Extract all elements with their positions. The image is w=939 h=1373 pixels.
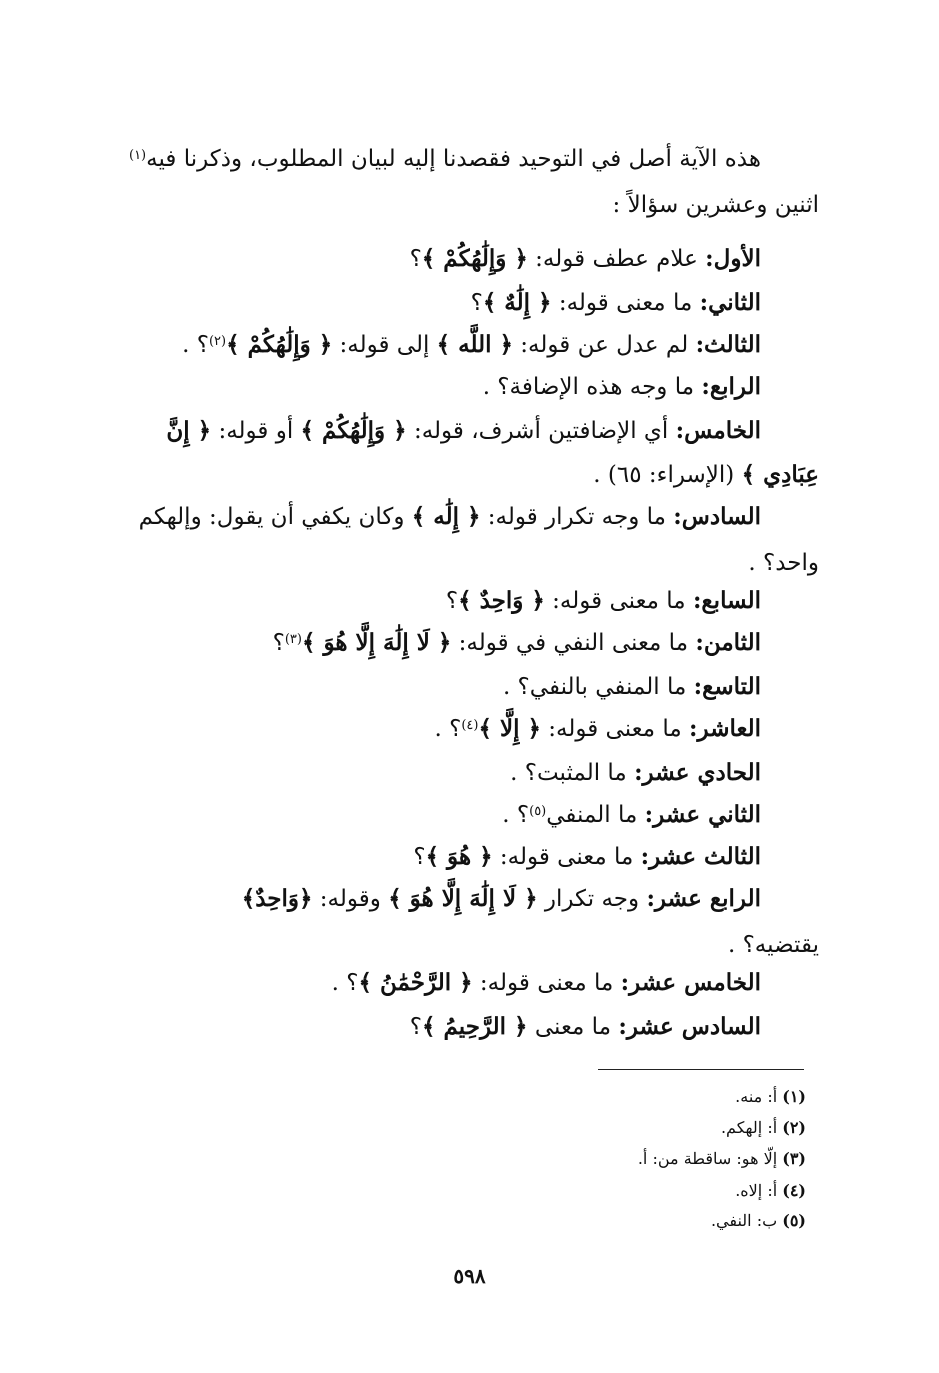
question-text: ما معنى قوله: <box>544 588 693 614</box>
footnote-2 <box>721 1117 806 1139</box>
question-text-mid: إلى قوله: <box>332 332 437 358</box>
question-label: العاشر: <box>689 715 761 742</box>
footnote-5 <box>711 1210 806 1232</box>
question-label: الثاني: <box>699 289 761 316</box>
question-label: السادس: <box>673 503 761 530</box>
question-end: ؟ . <box>182 332 209 358</box>
question-label: التاسع: <box>693 673 761 700</box>
footnote-3 <box>638 1148 806 1170</box>
quran-quote: ﴿ وَاحِدٌ ﴾ <box>458 587 545 614</box>
question-text-after: وكان يكفي أن يقول: وإلهكم <box>138 504 412 530</box>
question-11 <box>510 756 761 790</box>
quran-quote: ﴿ وَإِلَٰهُكُمْ ﴾ <box>421 245 528 272</box>
intro-line-2 <box>613 188 819 222</box>
footnote-text: أ: منه. <box>735 1087 783 1106</box>
question-text: ما وجه تكرار قوله: <box>480 504 674 530</box>
question-9 <box>503 670 761 704</box>
quran-quote: ﴿ إِلَّا ﴾ <box>478 715 541 742</box>
question-text: أي الإضافتين أشرف، قوله: <box>406 418 676 444</box>
footnote-ref: (٤) <box>461 718 479 733</box>
question-text-cont: يقتضيه؟ . <box>727 932 819 958</box>
question-text: لم عدل عن قوله: <box>512 332 696 358</box>
footnote-ref: (١) <box>128 148 147 163</box>
intro-text-cont: اثنين وعشرين سؤالاً : <box>612 192 819 218</box>
quran-quote: ﴿ وَإِلَٰهُكُمْ ﴾ <box>300 417 407 444</box>
question-end: ؟ <box>409 1014 422 1040</box>
question-label: الثالث عشر: <box>640 843 761 870</box>
quran-quote: ﴿ اللَّه ﴾ <box>436 331 513 358</box>
quran-quote: ﴿ لَا إِلَٰهَ إِلَّا هُوَ ﴾ <box>388 885 538 912</box>
quran-quote: عِبَادِي ﴾ <box>741 461 819 488</box>
question-text: ما معنى قوله: <box>472 970 621 996</box>
footnote-number: (٥) <box>782 1211 806 1230</box>
question-end: ؟ . <box>502 802 530 828</box>
footnote-4 <box>735 1180 806 1202</box>
footnote-1 <box>735 1086 806 1108</box>
question-end: ؟ <box>470 290 483 316</box>
question-16 <box>410 1010 761 1044</box>
question-6 <box>139 500 761 534</box>
footnote-text: أ: إلاه. <box>735 1181 783 1200</box>
footnote-number: (١) <box>782 1087 806 1106</box>
quran-quote: ﴿ الرَّحِيمُ ﴾ <box>422 1013 528 1040</box>
question-text-cont: واحد؟ . <box>748 550 819 576</box>
question-3 <box>182 328 761 362</box>
question-text: ما وجه هذه الإضافة؟ . <box>482 374 702 400</box>
question-text: ما المنفي بالنفي؟ . <box>502 674 694 700</box>
question-label: الأول: <box>705 245 761 272</box>
question-10 <box>435 712 762 746</box>
question-label: الرابع عشر: <box>646 885 761 912</box>
quran-quote: ﴿ إِلَٰهٌ ﴾ <box>482 289 552 316</box>
question-label: الخامس عشر: <box>620 969 761 996</box>
question-label: الثالث: <box>695 331 761 358</box>
quran-quote: ﴿ وَإِلَٰهُكُمْ ﴾ <box>226 331 333 358</box>
quran-quote: ﴿ إِنَّ <box>166 417 212 444</box>
question-13 <box>413 840 761 874</box>
intro-line-1 <box>129 142 761 176</box>
footnote-text: إلّا هو: ساقطة من: أ. <box>637 1149 783 1168</box>
question-end: ؟ <box>409 246 422 272</box>
footnote-ref: (٣) <box>284 632 302 647</box>
footnote-number: (٢) <box>782 1118 806 1137</box>
footnote-text: ب: النفي. <box>710 1211 783 1230</box>
question-end: ؟ <box>272 630 285 656</box>
question-text: ما معنى قوله: <box>551 290 700 316</box>
question-15 <box>332 966 761 1000</box>
question-end: ؟ <box>413 844 426 870</box>
footnote-ref: (٢) <box>208 334 227 349</box>
question-text-mid: أو قوله: <box>211 418 301 444</box>
page-number: ٥٩٨ <box>453 1264 486 1288</box>
question-2 <box>471 286 761 320</box>
question-text-mid: وقوله: <box>312 886 389 912</box>
question-7 <box>446 584 761 618</box>
question-text: ما معنى قوله: <box>492 844 641 870</box>
question-end: ؟ . <box>331 970 359 996</box>
question-text: ما معنى قوله: <box>540 716 690 742</box>
question-14 <box>242 882 761 916</box>
footnote-ref: (٥) <box>529 804 547 819</box>
question-1 <box>410 242 761 276</box>
question-label: الحادي عشر: <box>634 759 761 786</box>
quran-quote: ﴿ لَا إِلَٰهَ إِلَّا هُوَ ﴾ <box>301 629 452 656</box>
question-14-cont <box>728 928 819 962</box>
question-label: السادس عشر: <box>618 1013 761 1040</box>
question-text: ما المثبت؟ . <box>510 760 635 786</box>
question-end: ؟ <box>445 588 459 614</box>
question-label: الثامن: <box>695 629 761 656</box>
question-label: الرابع: <box>701 373 761 400</box>
question-8 <box>273 626 761 660</box>
question-6-cont <box>748 546 819 580</box>
question-4 <box>483 370 761 404</box>
footnote-number: (٤) <box>782 1181 806 1200</box>
question-5 <box>166 414 761 448</box>
question-label: الخامس: <box>675 417 761 444</box>
question-5-cont <box>593 458 819 492</box>
quran-quote: ﴿ هُوَ ﴾ <box>425 843 493 870</box>
footnote-divider <box>598 1069 804 1070</box>
question-text: ما معنى <box>527 1014 619 1040</box>
question-label: السابع: <box>692 587 761 614</box>
footnote-number: (٣) <box>782 1149 806 1168</box>
question-text: وجه تكرار <box>537 886 647 912</box>
quran-quote: ﴿ إِلَٰه ﴾ <box>411 503 481 530</box>
question-text: ما معنى النفي في قوله: <box>451 630 696 656</box>
surah-reference: (الإسراء: ٦٥) . <box>593 462 742 488</box>
question-label: الثاني عشر: <box>644 801 761 828</box>
question-12 <box>502 798 761 832</box>
quran-quote: ﴿ الرَّحْمَٰنُ ﴾ <box>358 969 473 996</box>
footnote-text: أ: إلهكم. <box>720 1118 783 1137</box>
question-end: ؟ . <box>434 716 462 742</box>
intro-text: هذه الآية أصل في التوحيد فقصدنا إليه لبيان المطلوب، وذكرنا فيه <box>146 146 761 172</box>
quran-quote: ﴿وَاحِدٌ﴾ <box>241 885 313 912</box>
question-text: علام عطف قوله: <box>527 246 706 272</box>
question-text: ما المنفي <box>546 802 645 828</box>
